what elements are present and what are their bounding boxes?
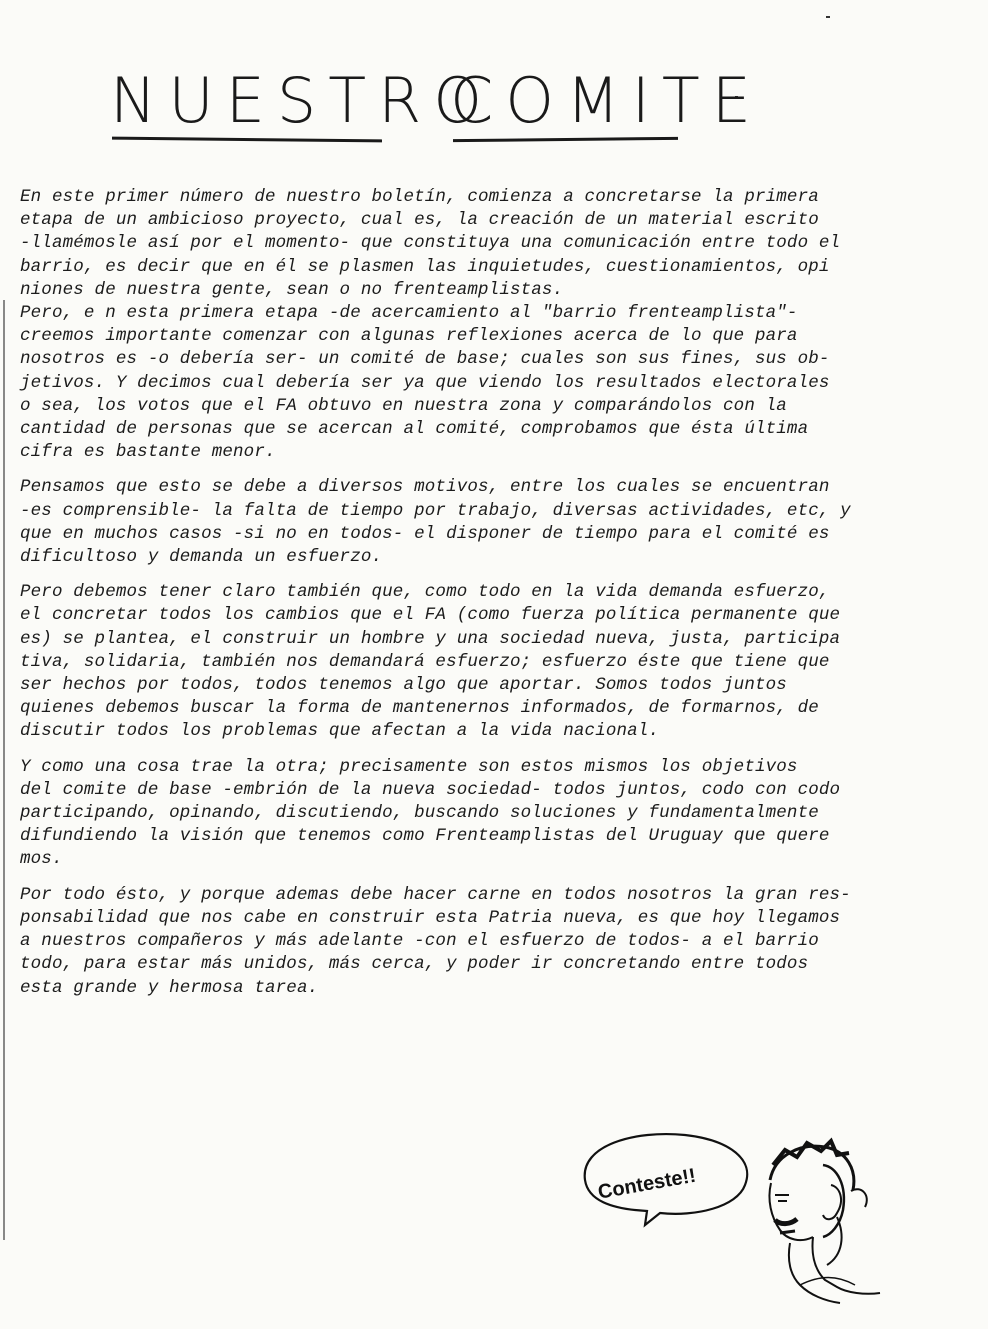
page-title — [110, 64, 763, 150]
title-underline — [453, 137, 678, 142]
article-body — [20, 186, 965, 1012]
scan-speck — [826, 16, 830, 18]
paragraph-motives: Pensamos que esto se debe a diversos motivos, entre los cuales se encuentran -es comprensible- la falta de tiempo por trabajo, diversas actividades, etc, y que en muchos casos -si no en todos- el disponer de tiempo para el comité es dificultoso y demanda un esfuerzo. — [20, 477, 851, 568]
title-word-nuestro: NUESTRO — [110, 64, 495, 137]
title-underline — [112, 137, 382, 143]
man-on-phone-drawing — [769, 1141, 880, 1303]
cartoon-drawing — [575, 1125, 965, 1310]
page-edge-line — [3, 300, 5, 1240]
paragraph-intro: En este primer número de nuestro boletín, comienza a concretarse la primera etapa de un ambicioso proyecto, cual es, la creación de un material escrito -llamémosle así por el momento- que constituya una comunicación entre todo el barrio, es decir que en él se plasmen las inquietudes, cuestionamientos, opi niones de nuestra gente, sean o no frenteamplistas. Pero, e n esta primera etapa -de acercamiento al "barrio frenteamplista"- creemos importante comenzar con algunas reflexiones acerca de lo que para nosotros es -o debería ser- un comité de base; cuales son sus fines, sus ob- jetivos. Y decimos cual debería ser ya que viendo los resultados electorales o sea, los votos que el FA obtuvo en nuestra zona y comparándolos con la cantidad de personas que se acercan al comité, comprobamos que ésta última cifra es bastante menor. — [20, 187, 841, 463]
speech-text: Conteste!! — [596, 1164, 698, 1204]
paragraph-objectives: Y como una cosa trae la otra; precisamente son estos mismos los objetivos del comite de base -embrión de la nueva sociedad- todos juntos, codo con codo participando, opinando, discutiendo, buscando soluciones y fundamentalmente difundiendo la visión que tenemos como Frenteamplistas del Uruguay que quere mos. — [20, 756, 841, 870]
paragraph-effort: Pero debemos tener claro también que, como todo en la vida demanda esfuerzo, el concretar todos los cambios que el FA (como fuerza política permanente que es) se plantea, el construir un hombre y una sociedad nueva, justa, participa tiva, solidaria, también nos demandará esfuerzo; esfuerzo éste que tiene que ser hechos por todos, todos tenemos algo que aportar. Somos todos juntos quienes debemos buscar la forma de mantenernos informados, de formarnos, de discutir todos los problemas que afectan a la vida nacional. — [20, 582, 841, 742]
paragraph-closing: Por todo ésto, y porque ademas debe hacer carne en todos nosotros la gran res- ponsabilidad que nos cabe en construir esta Patria nueva, es que hoy llegamos a nuestros compañeros y más adelante -con el esfuerzo de todos- a el barrio todo, para estar más unidos, más cerca, y poder ir concretando entre todos esta grande y hermosa tarea. — [20, 884, 851, 998]
title-word-comite: COMITE — [450, 64, 763, 137]
cartoon-illustration — [575, 1125, 965, 1310]
